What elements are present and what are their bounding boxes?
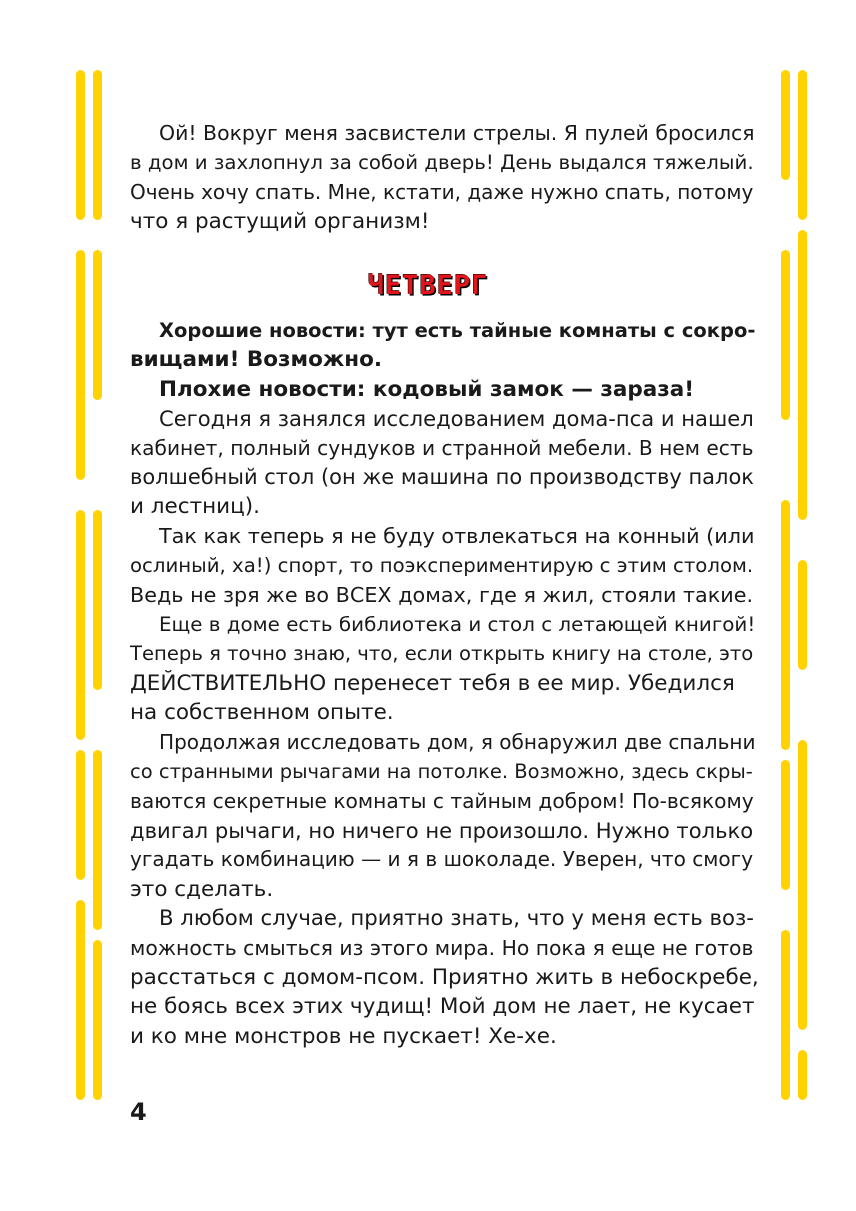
text-line: Хорошие новости: тут есть тайные комнаты с сокро- <box>159 319 756 342</box>
text-line: это сделать. <box>130 876 274 902</box>
text-line: ваются секретные комнаты с тайным добром! По-всякому <box>130 788 754 813</box>
text-line: вищами! Возможно. <box>130 347 383 373</box>
text-line: кабинет, полный сундуков и странной мебели. В нем есть <box>130 435 754 460</box>
text-line: не боясь всех этих чудищ! Мой дом не лает, не кусает <box>130 994 755 1020</box>
decorative-bar <box>781 500 790 750</box>
text-line: двигал рычаги, но ничего не произошло. Нужно только <box>130 817 754 843</box>
text-line: волшебный стол (он же машина по производству палок <box>130 465 754 490</box>
section-heading: ЧЕТВЕРГ <box>367 270 489 301</box>
decorative-bar <box>781 70 790 180</box>
page-number: 4 <box>130 1098 147 1126</box>
decorative-bar <box>93 750 102 930</box>
decorative-bar <box>798 740 807 1030</box>
text-line: ДЕЙСТВИТЕЛЬНО перенесет тебя в ее мир. Убедился <box>130 670 735 696</box>
text-line: Ой! Вокруг меня засвистели стрелы. Я пулей бросился <box>159 121 755 145</box>
decorative-bar <box>76 70 85 220</box>
text-line: что я растущий организм! <box>130 209 430 235</box>
decorative-bar <box>798 560 807 670</box>
text-line: В любом случае, приятно знать, что у меня есть воз- <box>159 906 754 932</box>
text-line: на собственном опыте. <box>130 700 394 726</box>
decorative-bar <box>76 510 85 740</box>
text-line: угадать комбинацию — и я в шоколаде. Уверен, что смогу <box>130 847 754 872</box>
body-text <box>130 316 760 1051</box>
decorative-bar <box>93 70 102 220</box>
text-line: ослиный, ха!) спорт, то поэкспериментирую с этим столом. <box>130 554 754 578</box>
text-line: Плохие новости: кодовый замок — зараза! <box>159 376 695 402</box>
intro-paragraph <box>130 119 760 237</box>
text-line: со странными рычагами на потолке. Возможно, здесь скры- <box>130 760 753 784</box>
text-line: Так как теперь я не буду отвлекаться на конный (или <box>159 523 755 548</box>
decorative-bar <box>93 510 102 690</box>
text-line: и ко мне монстров не пускает! Хе-хе. <box>130 1023 557 1049</box>
decorative-bar <box>76 900 85 1100</box>
decorative-bar <box>798 70 807 220</box>
text-line: Ведь не зря же во ВСЕХ домах, где я жил, стояли такие. <box>130 582 754 607</box>
text-line: и лестниц). <box>130 494 261 520</box>
decorative-bar <box>781 760 790 890</box>
text-line: Продолжая исследовать дом, я обнаружил две спальни <box>159 729 756 754</box>
text-line: Еще в доме есть библиотека и стол с летающей книгой! <box>159 613 756 637</box>
text-line: Очень хочу спать. Мне, кстати, даже нужно спать, потому <box>130 179 754 204</box>
text-line: Сегодня я занялся исследованием дома-пса и нашел <box>159 406 754 432</box>
text-line: Теперь я точно знаю, что, если открыть книгу на столе, это <box>130 642 754 666</box>
decorative-bar <box>93 940 102 1100</box>
decorative-bar <box>781 930 790 1100</box>
text-line: в дом и захлопнул за собой дверь! День выдался тяжелый. <box>130 151 754 175</box>
text-line: можность смыться из этого мира. Но пока я еще не готов <box>130 935 754 960</box>
decorative-bar <box>798 1050 807 1100</box>
decorative-bar <box>76 750 85 880</box>
text-line: расстаться с домом-псом. Приятно жить в небоскребе, <box>130 964 759 990</box>
